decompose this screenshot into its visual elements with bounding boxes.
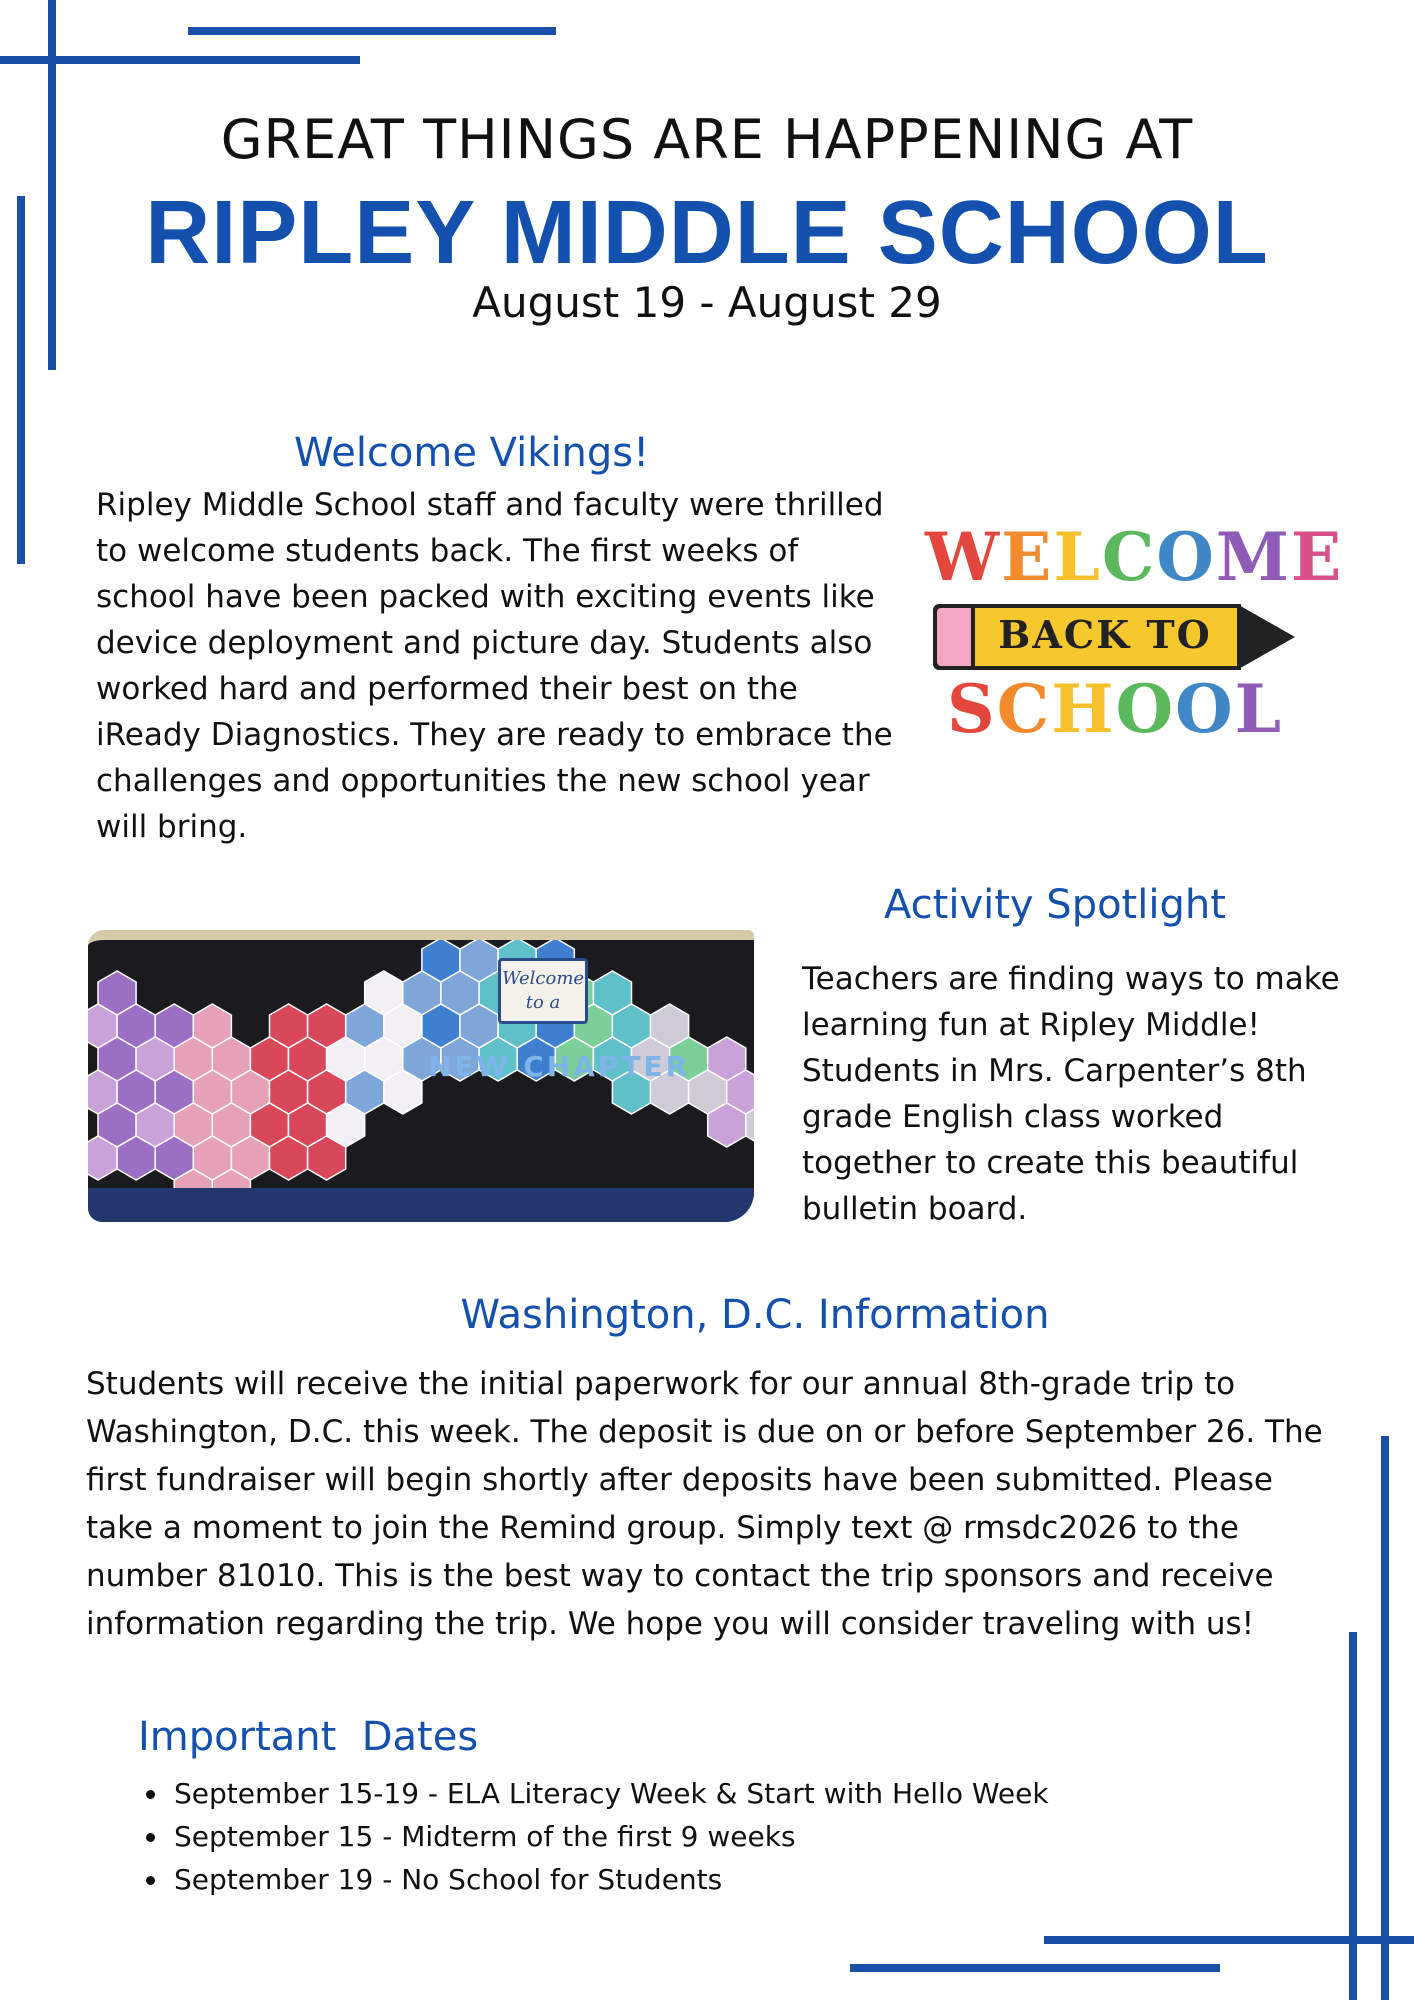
- graphic-letter: C: [996, 670, 1052, 748]
- graphic-letter: O: [1175, 670, 1235, 748]
- activity-body: Teachers are finding ways to make learning fun at Ripley Middle! Students in Mrs. Carpenter’s 8th grade English class worked together to create this beautiful bulletin board.: [802, 961, 1340, 1227]
- graphic-letter: O: [1115, 670, 1176, 748]
- bulletin-board-photo: [88, 930, 754, 1222]
- graphic-letter: E: [1290, 518, 1344, 596]
- dc-title: Washington, D.C. Information: [460, 1292, 1050, 1338]
- dates-title: Important Dates: [138, 1714, 479, 1760]
- pencil-icon: [933, 604, 1241, 670]
- pencil-tip: [1237, 604, 1295, 670]
- frame-bar-right-tall: [1381, 1436, 1389, 2000]
- list-item: • September 19 - No School for Students: [170, 1858, 1049, 1901]
- pencil-eraser: [933, 604, 975, 670]
- graphic-letter: E: [1001, 518, 1054, 596]
- graphic-letter: L: [1234, 670, 1283, 748]
- frame-bar-bottom-long: [1044, 1936, 1414, 1944]
- important-dates-list: [136, 1772, 1049, 1901]
- welcome-body: Ripley Middle School staff and faculty were thrilled to welcome students back. The first weeks of school have been packed with exciting events like device deployment and picture day. Students also worked hard and performed their best on the iReady Diagnostics. They are ready to embrace the challenges and opportunities the new school year will bring.: [96, 487, 893, 845]
- graphic-words-back-to: BACK TO: [998, 612, 1212, 657]
- graphic-letter: H: [1051, 670, 1116, 748]
- list-item: • September 15 - Midterm of the first 9 weeks: [170, 1815, 1049, 1858]
- board-sign: Welcome to a: [498, 958, 588, 1024]
- list-item: • September 15-19 - ELA Literacy Week & Start with Hello Week: [170, 1772, 1049, 1815]
- welcome-back-to-school-graphic: [925, 518, 1344, 748]
- school-name: RIPLEY MIDDLE SCHOOL: [145, 183, 1269, 283]
- graphic-letter: O: [1156, 518, 1216, 596]
- activity-title: Activity Spotlight: [884, 882, 1226, 928]
- frame-bar-bottom-short: [850, 1964, 1220, 1972]
- graphic-letter: W: [925, 518, 1002, 596]
- dc-body: Students will receive the initial paperwork for our annual 8th-grade trip to Washington, D.C. this week. The deposit is due on or before September 26. The first fundraiser will begin shortly after deposits have been submitted. Please take a moment to join the Remind group. Simply text @ rmsdc2026 to the number 81010. This is the best way to contact the trip sponsors and receive information regarding the trip. We hope you will consider traveling with us!: [86, 1366, 1323, 1642]
- header-tagline: GREAT THINGS ARE HAPPENING AT: [220, 108, 1194, 171]
- graphic-letter: S: [947, 670, 997, 748]
- graphic-word-welcome: [925, 518, 1344, 596]
- board-caption: NEW CHAPTER: [428, 1050, 691, 1083]
- graphic-letter: M: [1215, 518, 1291, 596]
- board-wall-trim: [88, 1188, 754, 1222]
- welcome-title: Welcome Vikings!: [294, 430, 650, 476]
- graphic-word-school: [925, 670, 1305, 748]
- frame-bar-top-long: [188, 27, 556, 35]
- graphic-letter: C: [1101, 518, 1157, 596]
- frame-bar-right-short: [1349, 1632, 1357, 2000]
- graphic-letter: L: [1053, 518, 1102, 596]
- date-range: August 19 - August 29: [472, 278, 942, 327]
